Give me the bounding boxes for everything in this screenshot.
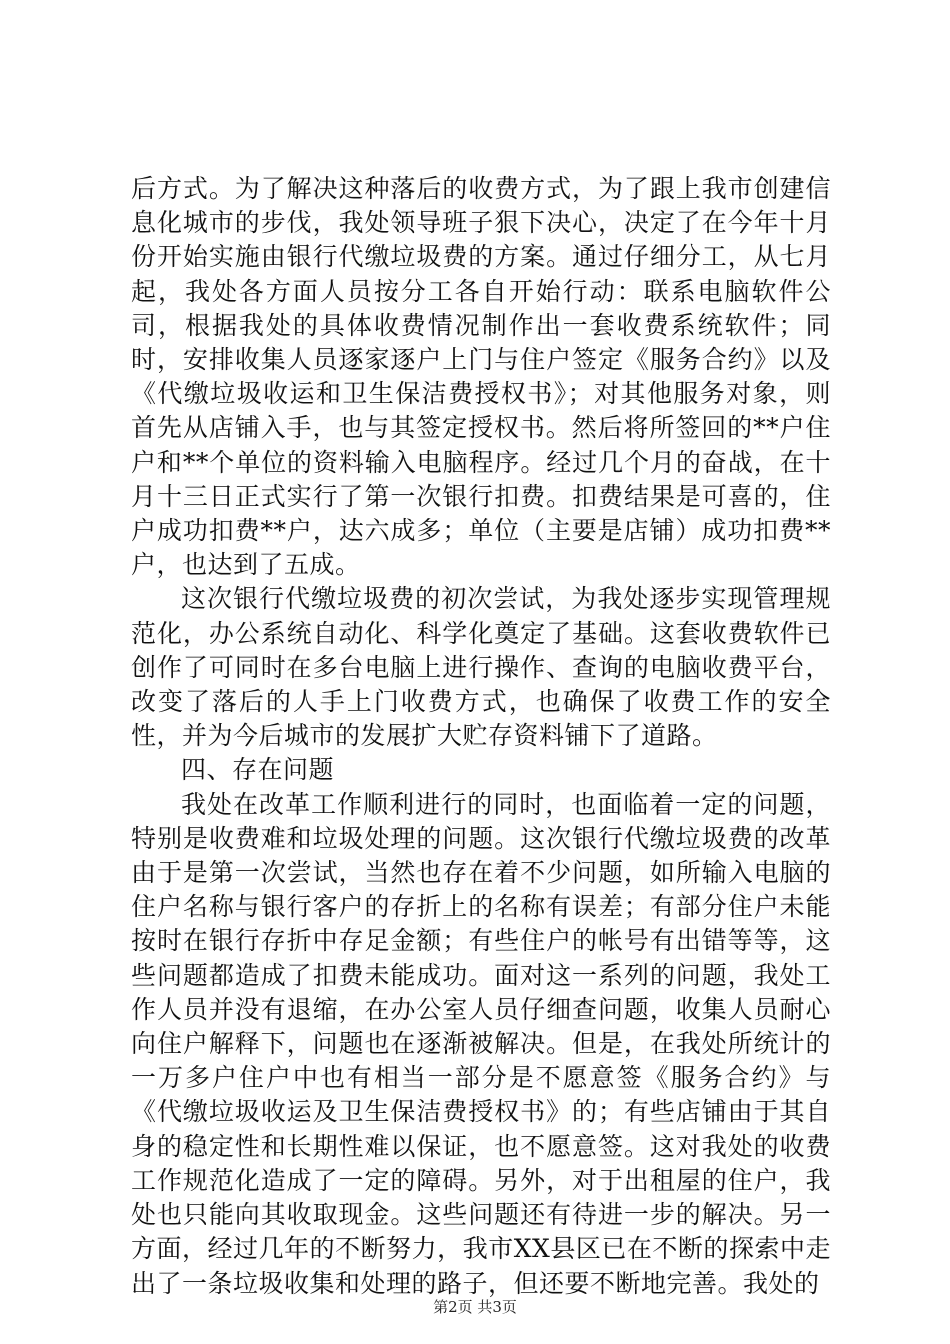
paragraph-problems: 我处在改革工作顺利进行的同时，也面临着一定的问题，特别是收费难和垃圾处理的问题。这次银行代缴垃圾费的改革由于是第一次尝试，当然也存在着不少问题，如所输入电脑的住户名称与银行客户的存折上的名称有误差；有部分住户未能按时在银行存折中存足金额；有些住户的帐号有出错等等，这些问题都造成了扣费未能成功。面对这一系列的问题，我处工作人员并没有退缩，在办公室人员仔细查问题，收集人员耐心向住户解释下，问题也在逐渐被解决。但是，在我处所统计的一万多户住户中也有相当一部分是不愿意签《服务合约》与《代缴垃圾收运及卫生保洁费授权书》的；有些店铺由于其自身的稳定性和长期性难以保证，也不愿意签。这对我处的收费工作规范化造成了一定的障碍。另外，对于出租屋的住户，我处也只能向其收取现金。这些问题还有待进一步的解决。另一方面，经过几年的不断努力，我市XX县区已在不断的探索中走出了一条垃圾收集和处理的路子，但还要不断地完善。我处的 xyxy=(131,789,831,1298)
paragraph-trial-result: 这次银行代缴垃圾费的初次尝试，为我处逐步实现管理规范化，办公系统自动化、科学化奠定了基础。这套收费软件已创作了可同时在多台电脑上进行操作、查询的电脑收费平台，改变了落后的人手上门收费方式，也确保了收费工作的安全性，并为今后城市的发展扩大贮存资料铺下了道路。 xyxy=(131,584,831,751)
page-footer: 第2页 共3页 xyxy=(433,1298,517,1316)
section-heading-existing-problems: 四、存在问题 xyxy=(181,755,335,785)
document-body xyxy=(131,172,831,1301)
paragraph-continuation: 后方式。为了解决这种落后的收费方式，为了跟上我市创建信息化城市的步伐，我处领导班子狠下决心，决定了在今年十月份开始实施由银行代缴垃圾费的方案。通过仔细分工，从七月起，我处各方面人员按分工各自开始行动：联系电脑软件公司，根据我处的具体收费情况制作出一套收费系统软件；同时，安排收集人员逐家逐户上门与住户签定《服务合约》以及《代缴垃圾收运和卫生保洁费授权书》；对其他服务对象，则首先从店铺入手，也与其签定授权书。然后将所签回的**户住户和**个单位的资料输入电脑程序。经过几个月的奋战，在十月十三日正式实行了第一次银行扣费。扣费结果是可喜的，住户成功扣费**户，达六成多；单位（主要是店铺）成功扣费**户，也达到了五成。 xyxy=(131,174,831,580)
